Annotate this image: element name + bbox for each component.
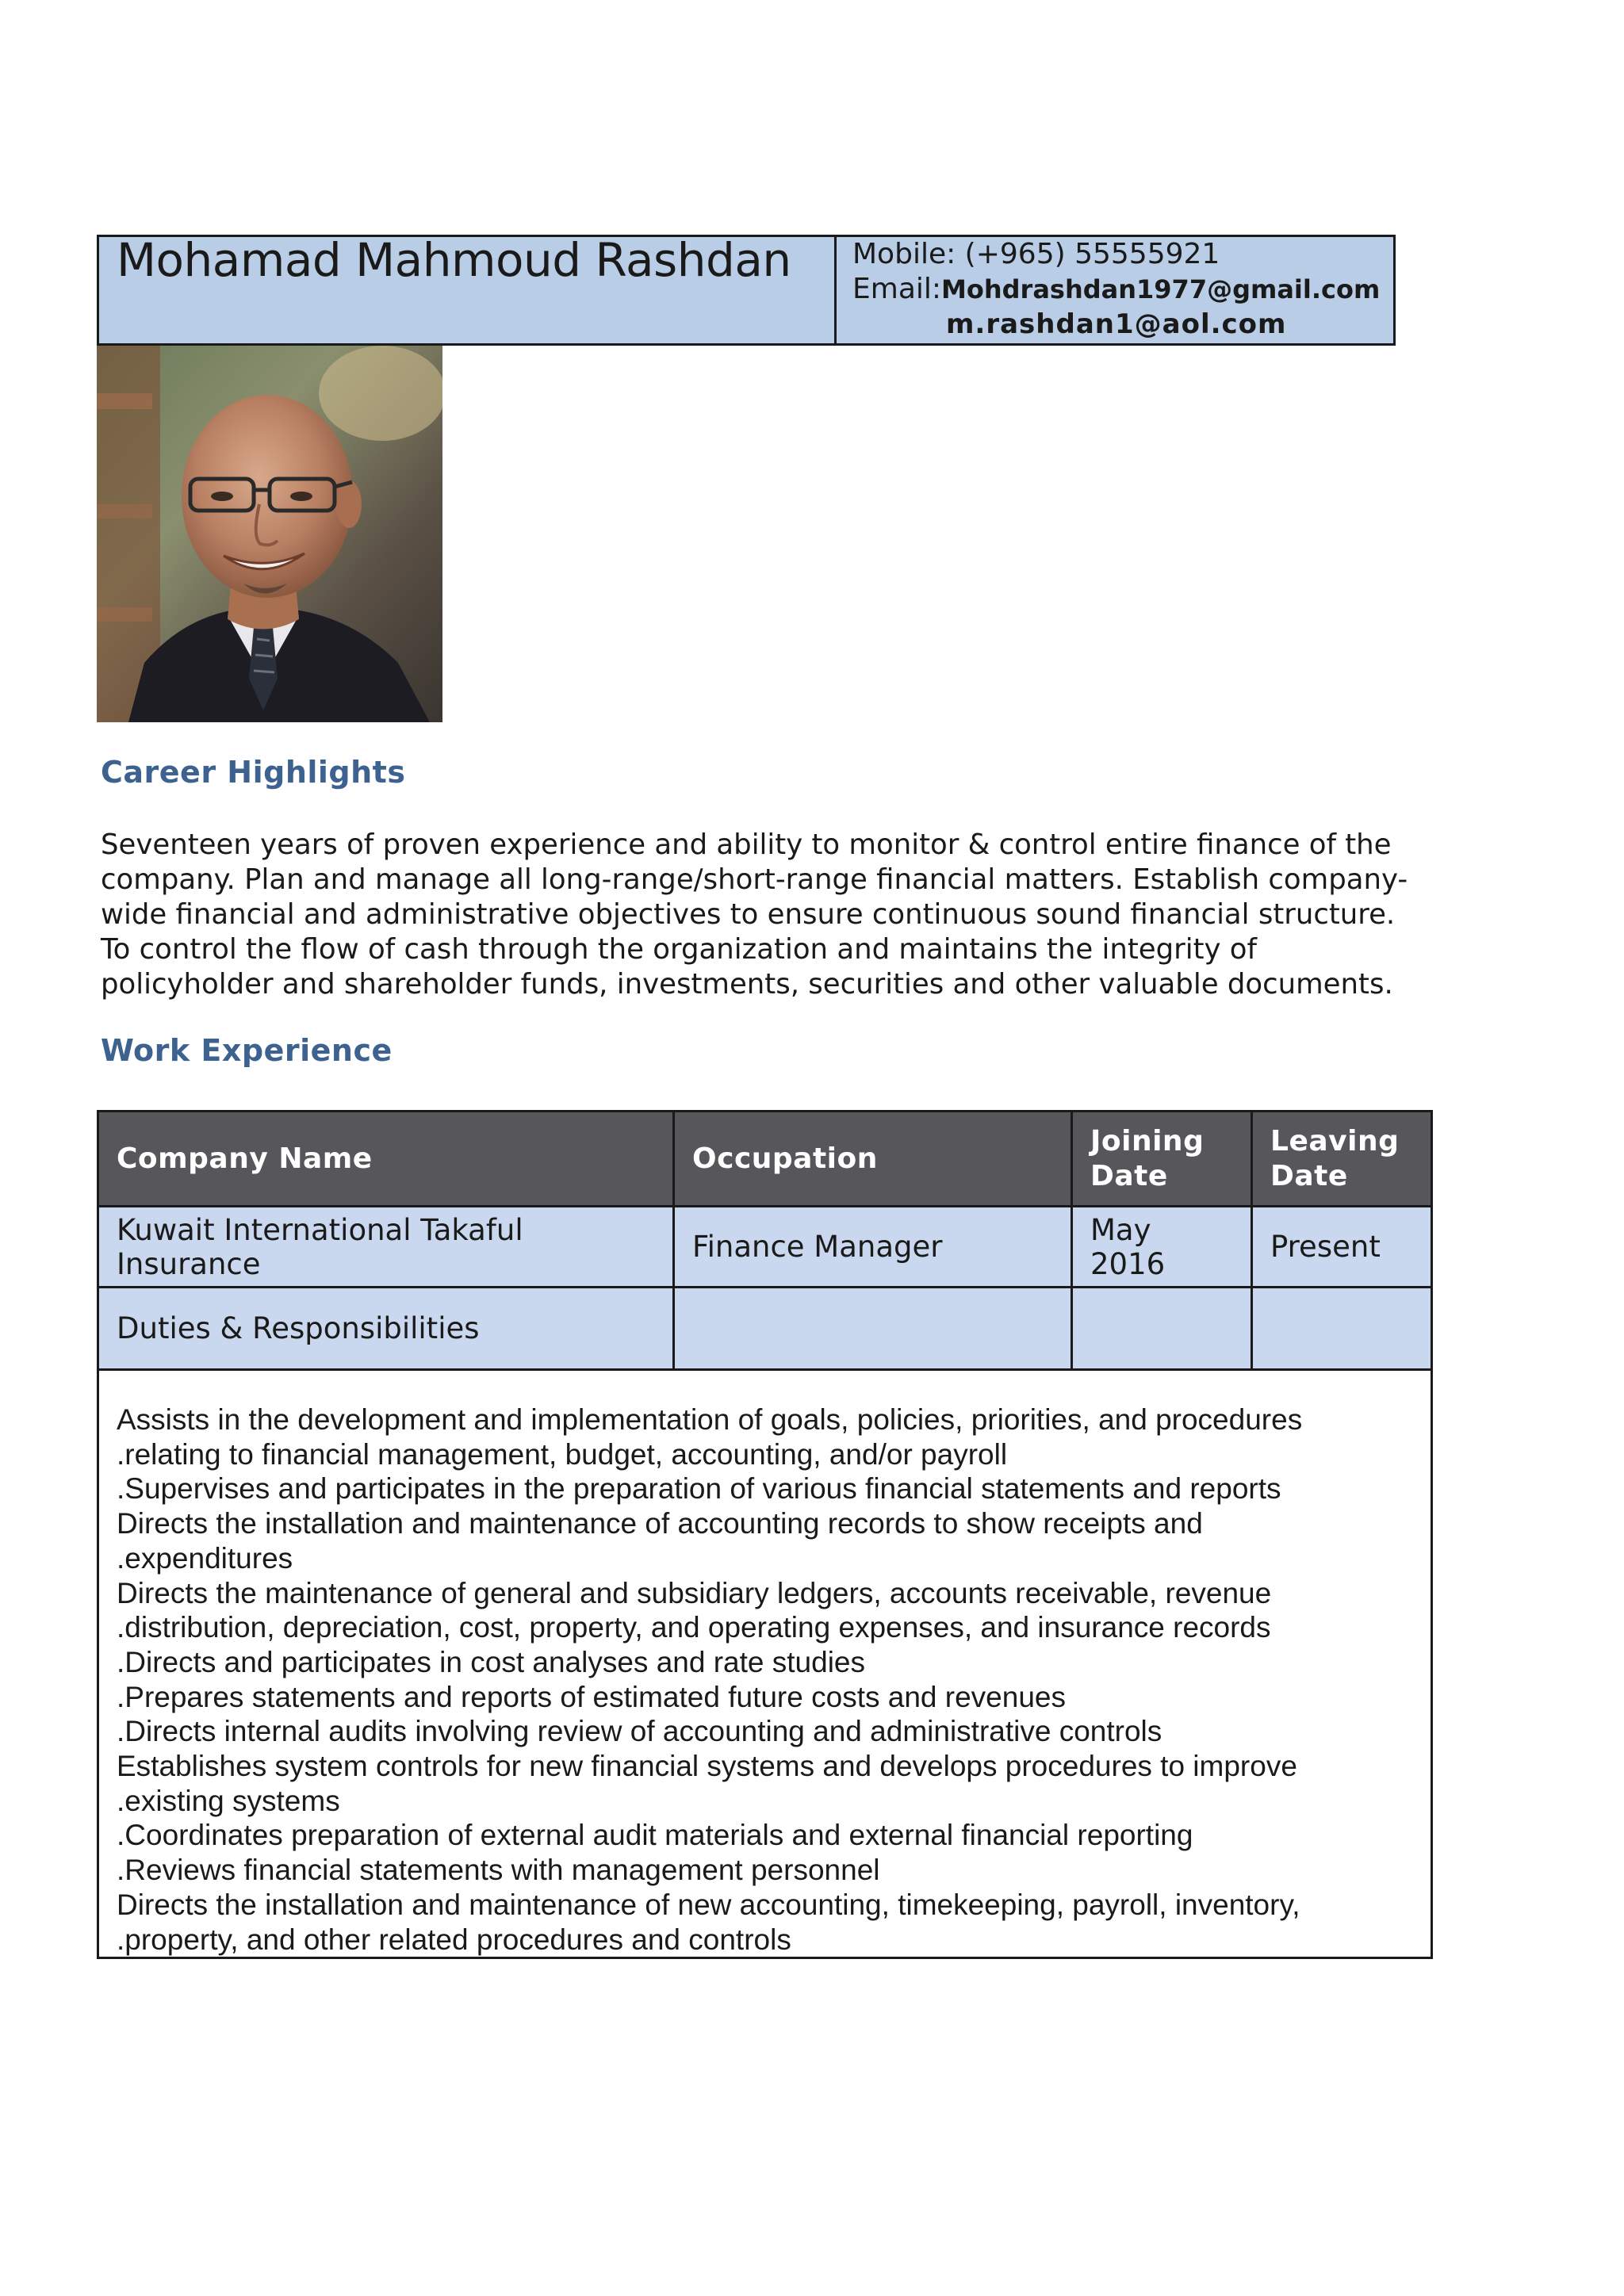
email-primary-link[interactable]: Mohdrashdan1977@gmail.com	[941, 274, 1381, 304]
person-portrait-photo	[97, 346, 442, 722]
list-item: .existing systems	[117, 1784, 340, 1817]
table-row	[98, 1207, 1432, 1288]
list-item: .Reviews financial statements with management personnel	[117, 1854, 880, 1887]
career-summary	[101, 828, 1408, 1002]
email-line	[852, 272, 1393, 307]
work-experience-table	[97, 1110, 1433, 1959]
table-header-row	[98, 1112, 1432, 1207]
occupation-cell: Finance Manager	[674, 1207, 1072, 1288]
candidate-name: Mohamad Mahmoud Rashdan	[117, 233, 791, 287]
email-secondary-link[interactable]: m.rashdan1@aol.com	[946, 308, 1287, 340]
table-row	[98, 1288, 1432, 1370]
column-header-occupation: Occupation	[674, 1112, 1072, 1207]
list-item: Directs the installation and maintenance of new accounting, timekeeping, payroll, inventory,	[117, 1888, 1300, 1921]
contact-cell	[837, 237, 1393, 343]
duties-list-cell	[98, 1370, 1432, 1958]
career-line: company. Plan and manage all long-range/short-range financial matters. Establish company-	[101, 863, 1408, 896]
email-label: Email:	[852, 273, 942, 305]
company-name-cell: Kuwait International Takaful Insurance	[98, 1207, 674, 1288]
column-header-company: Company Name	[98, 1112, 674, 1207]
career-line: policyholder and shareholder funds, investments, securities and other valuable documents.	[101, 968, 1393, 1001]
list-item: Assists in the development and implementation of goals, policies, priorities, and procedures	[117, 1403, 1303, 1436]
list-item: .Coordinates preparation of external audit materials and external financial reporting	[117, 1819, 1193, 1852]
mobile-label: Mobile:	[852, 238, 956, 270]
name-cell	[99, 233, 837, 343]
mobile-value: (+965) 55555921	[964, 238, 1220, 270]
table-row	[98, 1370, 1432, 1958]
career-line: wide financial and administrative objectives to ensure continuous sound financial structure.	[101, 898, 1396, 931]
joining-date-cell: May 2016	[1072, 1207, 1252, 1288]
empty-cell	[1252, 1288, 1432, 1370]
list-item: .Directs and participates in cost analyses and rate studies	[117, 1645, 865, 1678]
duties-list	[117, 1402, 1413, 1957]
resume-header	[97, 235, 1396, 346]
list-item: .Supervises and participates in the preparation of various financial statements and reports	[117, 1472, 1281, 1506]
list-item: .distribution, depreciation, cost, property, and operating expenses, and insurance records	[117, 1611, 1271, 1644]
work-experience-heading: Work Experience	[101, 1033, 393, 1068]
list-item: .Directs internal audits involving review of accounting and administrative controls	[117, 1715, 1162, 1748]
mobile-line	[852, 237, 1393, 272]
list-item: Directs the installation and maintenance of accounting records to show receipts and	[117, 1507, 1203, 1540]
column-header-leaving-date: Leaving Date	[1252, 1112, 1432, 1207]
list-item: .property, and other related procedures and controls	[117, 1923, 791, 1956]
list-item: Establishes system controls for new financial systems and develops procedures to improve	[117, 1750, 1297, 1783]
career-line: To control the flow of cash through the organization and maintains the integrity of	[101, 933, 1257, 966]
empty-cell	[674, 1288, 1072, 1370]
duties-label-cell: Duties & Responsibilities	[98, 1288, 674, 1370]
column-header-joining-date: Joining Date	[1072, 1112, 1252, 1207]
empty-cell	[1072, 1288, 1252, 1370]
career-highlights-heading: Career Highlights	[101, 755, 406, 790]
list-item: .expenditures	[117, 1541, 293, 1575]
list-item: .relating to financial management, budget, accounting, and/or payroll	[117, 1437, 1008, 1471]
career-line: Seventeen years of proven experience and ability to monitor & control entire finance of the	[101, 828, 1392, 861]
leaving-date-cell: Present	[1252, 1207, 1432, 1288]
list-item: .Prepares statements and reports of estimated future costs and revenues	[117, 1680, 1066, 1713]
list-item: Directs the maintenance of general and subsidiary ledgers, accounts receivable, revenue	[117, 1576, 1272, 1609]
